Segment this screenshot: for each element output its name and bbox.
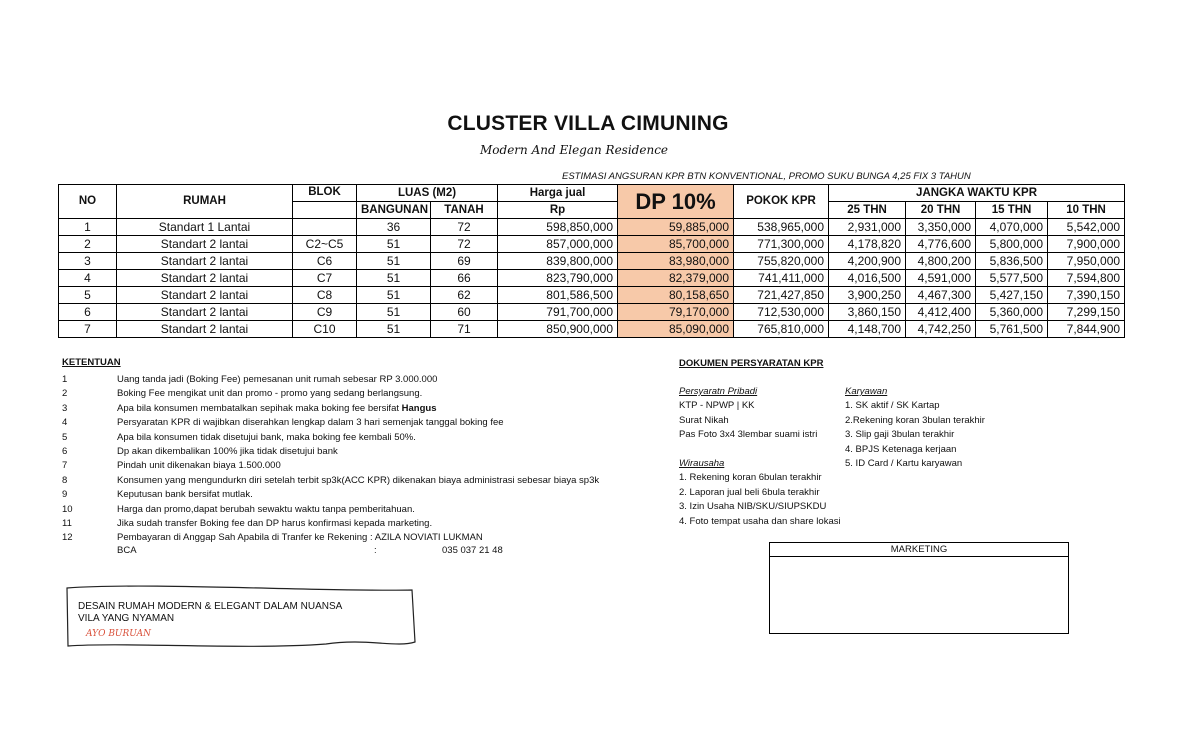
cell-harga: 839,800,000	[498, 253, 618, 270]
cell-25thn: 4,148,700	[829, 321, 906, 338]
bank-colon: :	[374, 545, 377, 556]
header-blok-empty	[293, 202, 357, 219]
header-no: NO	[59, 185, 117, 219]
header-jangka: JANGKA WAKTU KPR	[829, 185, 1125, 202]
cell-10thn: 7,844,900	[1048, 321, 1125, 338]
cell-bangunan: 51	[357, 270, 431, 287]
price-table-body	[59, 219, 1125, 338]
cell-pokok: 538,965,000	[734, 219, 829, 236]
cell-rumah: Standart 2 lantai	[117, 321, 293, 338]
note-text	[78, 601, 342, 625]
list-item: 4. Foto tempat usaha dan share lokasi	[679, 515, 841, 527]
item-number: 12	[62, 532, 73, 544]
cell-bangunan: 51	[357, 253, 431, 270]
item-text-wrap	[117, 402, 436, 416]
list-item: KTP - NPWP | KK	[679, 400, 755, 412]
cell-15thn: 5,577,500	[976, 270, 1048, 287]
item-text: Uang tanda jadi (Boking Fee) pemesanan unit rumah sebesar RP 3.000.000	[117, 374, 438, 385]
cell-25thn: 2,931,000	[829, 219, 906, 236]
cell-dp: 82,379,000	[618, 270, 734, 287]
cell-blok: C8	[293, 287, 357, 304]
item-number: 5	[62, 431, 68, 443]
item-number: 1	[62, 374, 68, 385]
list-item: 4. BPJS Ketenaga kerjaan	[845, 443, 957, 455]
item-number: 3	[62, 402, 68, 414]
cell-harga: 791,700,000	[498, 304, 618, 321]
table-row	[59, 219, 1125, 236]
item-number: 6	[62, 445, 68, 457]
cell-harga: 598,850,000	[498, 219, 618, 236]
cell-pokok: 771,300,000	[734, 236, 829, 253]
cell-15thn: 5,800,000	[976, 236, 1048, 253]
cell-blok: C6	[293, 253, 357, 270]
marketing-label: MARKETING	[770, 543, 1068, 557]
cell-blok	[293, 219, 357, 236]
cell-tanah: 72	[431, 236, 498, 253]
item-text: Pembayaran di Anggap Sah Apabila di Tranfer ke Rekening : AZILA NOVIATI LUKMAN	[117, 532, 483, 544]
cell-20thn: 4,800,200	[906, 253, 976, 270]
cell-bangunan: 36	[357, 219, 431, 236]
cell-25thn: 4,200,900	[829, 253, 906, 270]
list-item: 1. Rekening koran 6bulan terakhir	[679, 472, 822, 484]
cell-tanah: 66	[431, 270, 498, 287]
cell-no: 7	[59, 321, 117, 338]
note-signature: AYO BURUAN	[86, 629, 151, 639]
cell-blok: C10	[293, 321, 357, 338]
header-dp: DP 10%	[618, 185, 734, 219]
item-bold-text: Hangus	[401, 402, 437, 414]
cell-10thn: 5,542,000	[1048, 219, 1125, 236]
list-item: Surat Nikah	[679, 414, 729, 426]
cell-10thn: 7,299,150	[1048, 304, 1125, 321]
cell-rumah: Standart 2 lantai	[117, 236, 293, 253]
header-25thn: 25 THN	[829, 202, 906, 219]
cell-dp: 85,700,000	[618, 236, 734, 253]
table-row	[59, 287, 1125, 304]
cell-no: 6	[59, 304, 117, 321]
note-line-2: VILA YANG NYAMAN	[78, 613, 175, 624]
cell-10thn: 7,950,000	[1048, 253, 1125, 270]
cell-dp: 83,980,000	[618, 253, 734, 270]
cell-20thn: 4,591,000	[906, 270, 976, 287]
item-text: Boking Fee mengikat unit dan promo - promo yang sedang berlangsung.	[117, 388, 423, 400]
item-text: Keputusan bank bersifat mutlak.	[117, 489, 253, 501]
price-table	[58, 184, 1125, 338]
list-item: 5. ID Card / Kartu karyawan	[845, 458, 963, 470]
cell-tanah: 71	[431, 321, 498, 338]
cell-no: 5	[59, 287, 117, 304]
table-row	[59, 270, 1125, 287]
cell-blok: C2~C5	[293, 236, 357, 253]
cell-25thn: 4,178,820	[829, 236, 906, 253]
header-20thn: 20 THN	[906, 202, 976, 219]
header-tanah: TANAH	[431, 202, 498, 219]
cell-no: 4	[59, 270, 117, 287]
table-row	[59, 304, 1125, 321]
cell-pokok: 755,820,000	[734, 253, 829, 270]
page-subtitle: Modern And Elegan Residence	[480, 143, 669, 157]
estimasi-caption: ESTIMASI ANGSURAN KPR BTN KONVENTIONAL, PROMO SUKU BUNGA 4,25 FIX 3 TAHUN	[562, 171, 971, 182]
cell-15thn: 5,761,500	[976, 321, 1048, 338]
cell-15thn: 5,360,000	[976, 304, 1048, 321]
marketing-box	[769, 542, 1069, 634]
item-number: 10	[62, 503, 73, 515]
page-title: CLUSTER VILLA CIMUNING	[447, 112, 729, 135]
header-rumah: RUMAH	[117, 185, 293, 219]
list-item: 3. Slip gaji 3bulan terakhir	[845, 429, 955, 441]
item-text: Dp akan dikembalikan 100% jika tidak disetujui bank	[117, 445, 338, 457]
item-text: Konsumen yang mengundurkn diri setelah terbit sp3k(ACC KPR) dikenakan biaya administrasi sebesar biaya sp3k	[117, 474, 600, 486]
item-text: Pindah unit dikenakan biaya 1.500.000	[117, 460, 281, 472]
pribadi-section	[679, 385, 817, 443]
cell-pokok: 721,427,850	[734, 287, 829, 304]
cell-bangunan: 51	[357, 287, 431, 304]
cell-15thn: 4,070,000	[976, 219, 1048, 236]
item-text: Harga dan promo,dapat berubah sewaktu waktu tanpa pemberitahuan.	[117, 503, 415, 515]
cell-10thn: 7,594,800	[1048, 270, 1125, 287]
table-row	[59, 253, 1125, 270]
header-harga-unit: Rp	[498, 202, 618, 219]
cell-pokok: 765,810,000	[734, 321, 829, 338]
list-item: 2.Rekening koran 3bulan terakhir	[845, 414, 985, 426]
cell-20thn: 4,412,400	[906, 304, 976, 321]
table-row	[59, 236, 1125, 253]
item-text: Apa bila konsumen membatalkan sepihak maka boking fee bersifat	[117, 402, 402, 414]
cell-dp: 80,158,650	[618, 287, 734, 304]
header-15thn: 15 THN	[976, 202, 1048, 219]
cell-20thn: 3,350,000	[906, 219, 976, 236]
cell-tanah: 72	[431, 219, 498, 236]
item-text: Jika sudah transfer Boking fee dan DP harus konfirmasi kepada marketing.	[117, 517, 433, 529]
cell-tanah: 69	[431, 253, 498, 270]
cell-pokok: 741,411,000	[734, 270, 829, 287]
item-number: 4	[62, 417, 68, 429]
header-blok: BLOK	[293, 185, 357, 202]
karyawan-section	[845, 385, 985, 471]
item-text: Apa bila konsumen tidak disetujui bank, maka boking fee kembali 50%.	[117, 431, 416, 443]
item-number: 2	[62, 388, 68, 400]
cell-15thn: 5,427,150	[976, 287, 1048, 304]
table-row	[59, 321, 1125, 338]
cell-10thn: 7,900,000	[1048, 236, 1125, 253]
wirausaha-title: Wirausaha	[679, 458, 725, 469]
cell-pokok: 712,530,000	[734, 304, 829, 321]
header-harga: Harga jual	[498, 185, 618, 202]
cell-20thn: 4,467,300	[906, 287, 976, 304]
header-luas: LUAS (M2)	[357, 185, 498, 202]
cell-rumah: Standart 2 lantai	[117, 304, 293, 321]
karyawan-title: Karyawan	[845, 386, 888, 397]
cell-tanah: 62	[431, 287, 498, 304]
item-number: 7	[62, 460, 68, 472]
cell-20thn: 4,776,600	[906, 236, 976, 253]
bank-account: 035 037 21 48	[442, 545, 503, 556]
list-item: 1. SK aktif / SK Kartap	[845, 400, 940, 412]
item-number: 11	[62, 517, 72, 529]
cell-blok: C9	[293, 304, 357, 321]
note-line-1: DESAIN RUMAH MODERN & ELEGANT DALAM NUANSA	[78, 601, 343, 612]
pribadi-title: Persyaratn Pribadi	[679, 386, 758, 397]
cell-25thn: 3,860,150	[829, 304, 906, 321]
cell-rumah: Standart 2 lantai	[117, 287, 293, 304]
cell-rumah: Standart 2 lantai	[117, 253, 293, 270]
cell-harga: 823,790,000	[498, 270, 618, 287]
cell-no: 2	[59, 236, 117, 253]
cell-dp: 79,170,000	[618, 304, 734, 321]
list-item: 2. Laporan jual beli 6bula terakhir	[679, 486, 820, 498]
cell-rumah: Standart 2 lantai	[117, 270, 293, 287]
list-item: 3. Izin Usaha NIB/SKU/SIUPSKDU	[679, 501, 827, 513]
cell-10thn: 7,390,150	[1048, 287, 1125, 304]
item-number: 8	[62, 474, 68, 486]
cell-bangunan: 51	[357, 236, 431, 253]
cell-tanah: 60	[431, 304, 498, 321]
cell-no: 1	[59, 219, 117, 236]
cell-dp: 59,885,000	[618, 219, 734, 236]
cell-20thn: 4,742,250	[906, 321, 976, 338]
cell-no: 3	[59, 253, 117, 270]
header-pokok: POKOK KPR	[734, 185, 829, 219]
header-10thn: 10 THN	[1048, 202, 1125, 219]
cell-harga: 857,000,000	[498, 236, 618, 253]
header-bangunan: BANGUNAN	[357, 202, 431, 219]
cell-bangunan: 51	[357, 304, 431, 321]
dokumen-heading: DOKUMEN PERSYARATAN KPR	[679, 358, 824, 369]
cell-25thn: 4,016,500	[829, 270, 906, 287]
cell-harga: 801,586,500	[498, 287, 618, 304]
cell-bangunan: 51	[357, 321, 431, 338]
cell-rumah: Standart 1 Lantai	[117, 219, 293, 236]
cell-dp: 85,090,000	[618, 321, 734, 338]
item-text: Persyaratan KPR di wajibkan diserahkan lengkap dalam 3 hari semenjak tanggal boking fee	[117, 417, 504, 429]
cell-15thn: 5,836,500	[976, 253, 1048, 270]
cell-blok: C7	[293, 270, 357, 287]
wirausaha-section	[679, 457, 841, 529]
ketentuan-heading: KETENTUAN	[62, 357, 121, 368]
bank-name: BCA	[117, 545, 137, 556]
list-item: Pas Foto 3x4 3lembar suami istri	[679, 429, 818, 441]
cell-25thn: 3,900,250	[829, 287, 906, 304]
item-number: 9	[62, 489, 68, 501]
cell-harga: 850,900,000	[498, 321, 618, 338]
